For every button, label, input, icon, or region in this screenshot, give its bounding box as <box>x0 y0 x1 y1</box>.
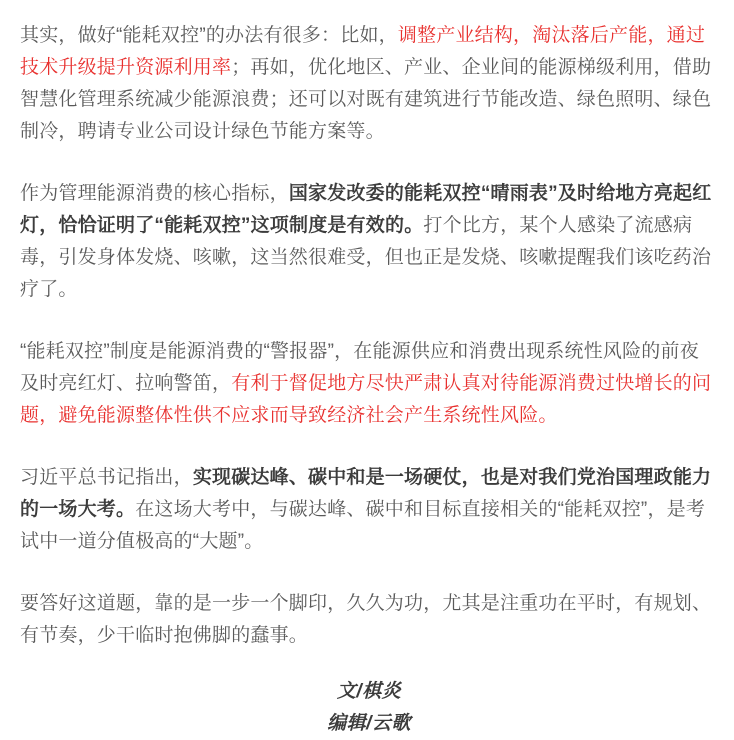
paragraph <box>20 178 718 306</box>
article-paragraphs <box>20 20 718 652</box>
paragraph <box>20 462 718 558</box>
byline-editor: 编辑/云歌 <box>327 713 411 734</box>
paragraph <box>20 20 718 148</box>
text-segment-normal: 打个比方，某个人感染了流感病毒，引发身体发烧、咳嗽，这当然很难受，但也正是发烧、咳嗽提醒我们该吃药治疗了。 <box>20 215 712 300</box>
text-segment-normal: 作为管理能源消费的核心指标， <box>20 183 289 204</box>
text-segment-bold: 实现碳达峰、碳中和是一场硬仗，也是对我们党治国理政能力的一场大考。 <box>20 467 712 520</box>
text-segment-red: 调整产业结构，淘汰落后产能，通过技术升级提升资源利用率 <box>20 25 706 78</box>
text-segment-normal: 要答好这道题，靠的是一步一个脚印，久久为功，尤其是注重功在平时，有规划、有节奏，少干临时抱佛脚的蠢事。 <box>20 593 712 646</box>
text-segment-red: 有利于督促地方尽快严肃认真对待能源消费过快增长的问题，避免能源整体性供不应求而导致经济社会产生系统性风险。 <box>20 373 712 426</box>
text-segment-normal: “能耗双控”制度是能源消费的“警报器”，在能源供应和消费出现系统性风险的前夜及时亮红灯、拉响警笛， <box>20 341 699 394</box>
text-segment-bold: 国家发改委的能耗双控“晴雨表”及时给地方亮起红灯，恰恰证明了“能耗双控”这项制度是有效的。 <box>20 183 712 236</box>
text-segment-normal: 其实，做好“能耗双控”的办法有很多：比如， <box>20 25 398 46</box>
paragraph <box>20 588 718 652</box>
byline-block <box>20 676 718 740</box>
text-segment-normal: 在这场大考中，与碳达峰、碳中和目标直接相关的“能耗双控”，是考试中一道分值极高的“大题”。 <box>20 499 706 552</box>
byline-author: 文/棋炎 <box>336 681 402 702</box>
text-segment-normal: ；再如，优化地区、产业、企业间的能源梯级利用，借助智慧化管理系统减少能源浪费；还可以对既有建筑进行节能改造、绿色照明、绿色制冷，聘请专业公司设计绿色节能方案等。 <box>20 57 712 142</box>
text-segment-normal: 习近平总书记指出， <box>20 467 193 488</box>
paragraph <box>20 336 718 432</box>
